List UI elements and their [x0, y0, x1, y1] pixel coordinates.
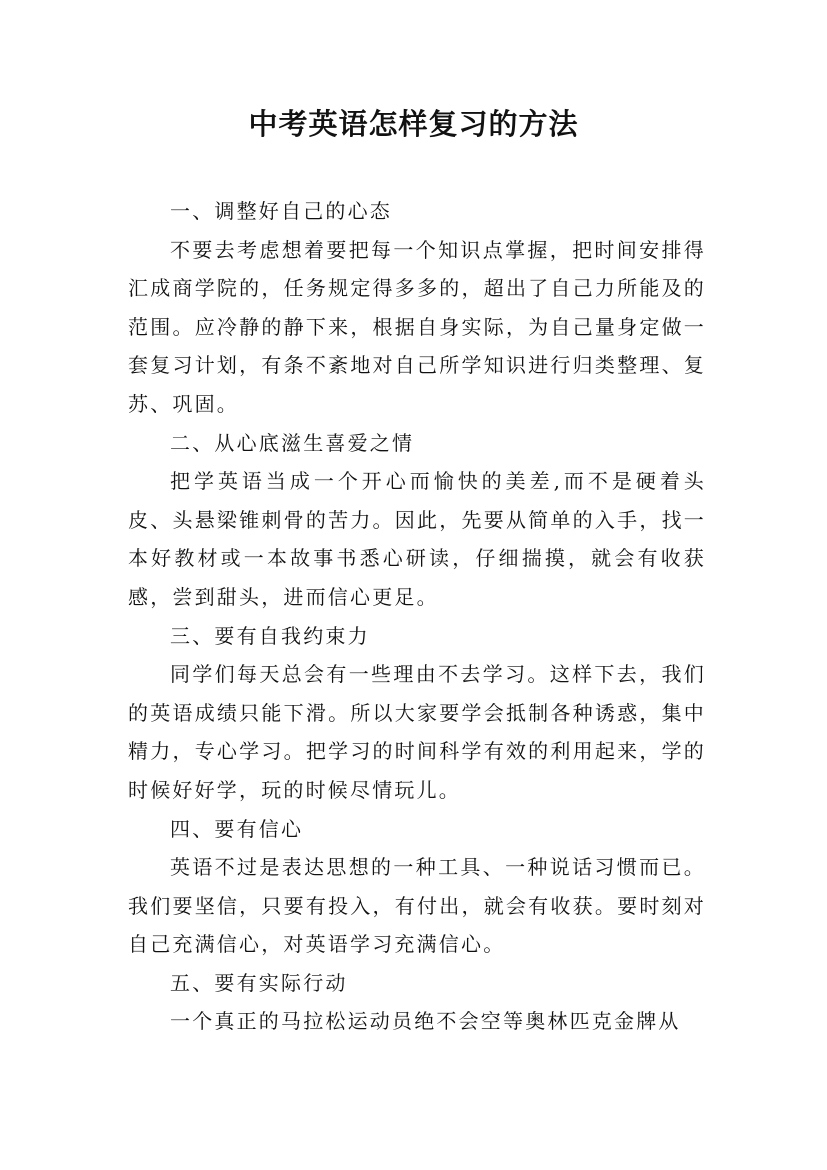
section-heading-1: 一、调整好自己的心态 [170, 199, 392, 223]
document-body [128, 192, 706, 1041]
section-heading-5: 五、要有实际行动 [170, 970, 348, 995]
document-title: 中考英语怎样复习的方法 [248, 107, 579, 141]
section-heading-4: 四、要有信心 [170, 816, 304, 841]
paragraph-3: 同学们每天总会有一些理由不去学习。这样下去，我们的英语成绩只能下滑。所以大家要学会抵制各种诱惑，集中精力，专心学习。把学习的时间科学有效的利用起来，学的时候好好学，玩的时候尽情玩儿。 [128, 662, 706, 802]
paragraph-1: 不要去考虑想着要把每一个知识点掌握，把时间安排得汇成商学院的，任务规定得多多的，超出了自己力所能及的范围。应冷静的静下来，根据自身实际，为自己量身定做一套复习计划，有条不紊地对自己所学知识进行归类整理、复苏、巩固。 [128, 237, 706, 416]
paragraph-5: 一个真正的马拉松运动员绝不会空等奥林匹克金牌从 [170, 1009, 681, 1034]
paragraph-2: 把学英语当成一个开心而愉快的美差,而不是硬着头皮、头悬梁锥刺骨的苦力。因此，先要从简单的入手，找一本好教材或一本故事书悉心研读，仔细揣摸，就会有收获感，尝到甜头，进而信心更足。 [128, 469, 706, 609]
paragraph-4: 英语不过是表达思想的一种工具、一种说话习惯而已。我们要坚信，只要有投入，有付出，就会有收获。要时刻对自己充满信心，对英语学习充满信心。 [128, 855, 706, 957]
section-heading-3: 三、要有自我约束力 [170, 623, 370, 648]
section-heading-2: 二、从心底滋生喜爱之情 [170, 430, 415, 455]
